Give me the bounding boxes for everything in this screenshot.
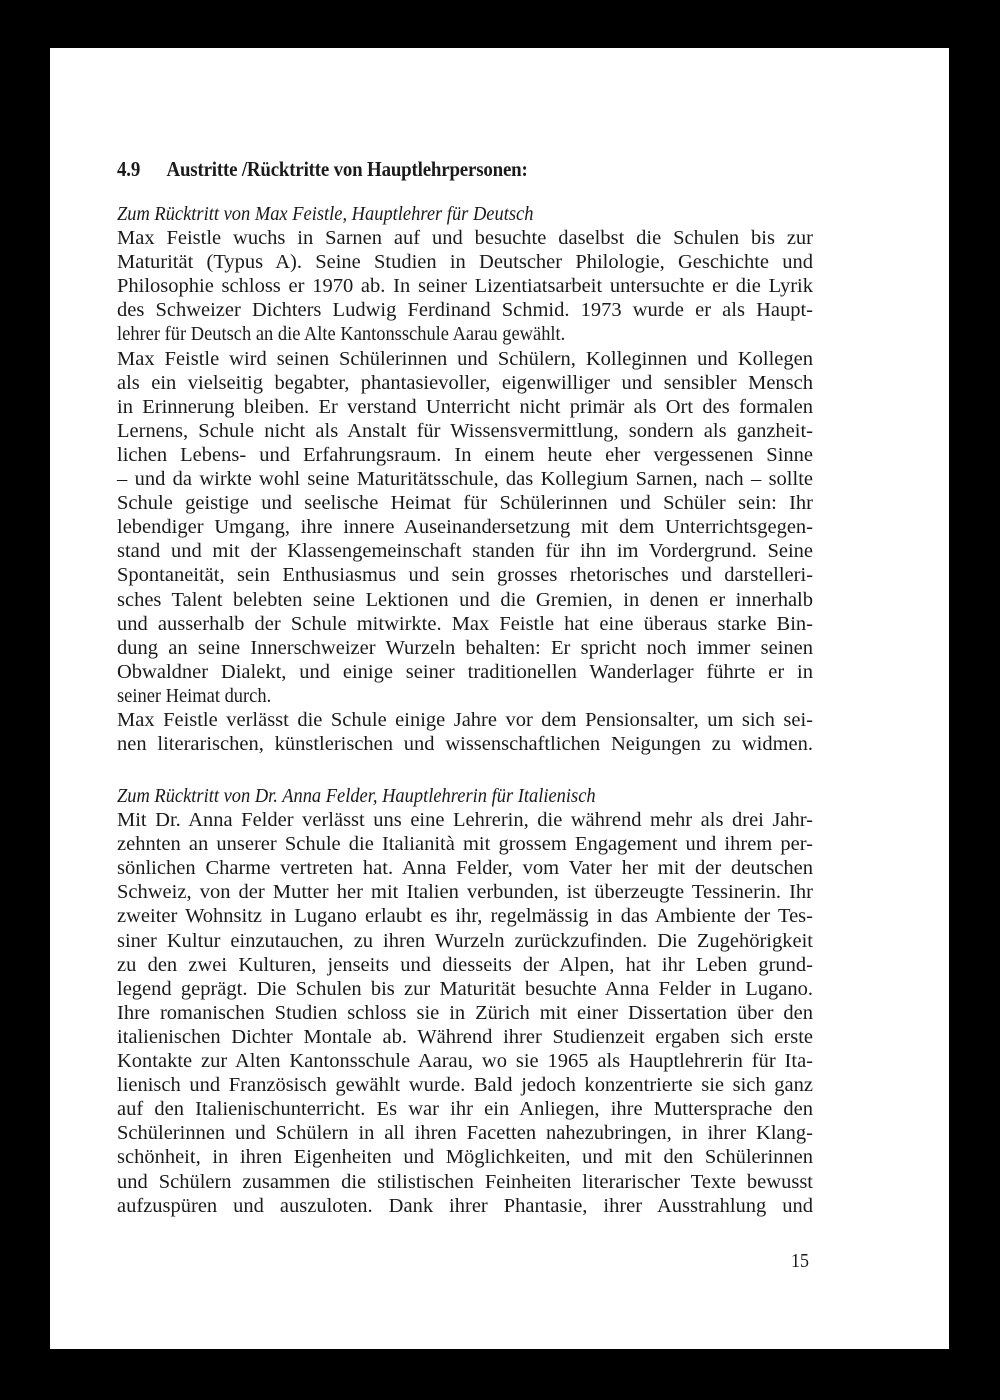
text-line: italienischen Dichter Montale ab. Während ihrer Studienzeit ergaben sich erste bbox=[117, 1025, 813, 1048]
article-anna-felder bbox=[117, 784, 813, 1218]
section-heading bbox=[117, 156, 528, 182]
text-line: in Erinnerung bleiben. Er verstand Unterricht nicht primär als Ort des formalen bbox=[117, 395, 813, 418]
text-line: legend geprägt. Die Schulen bis zur Maturität besuchte Anna Felder in Lugano. bbox=[117, 977, 813, 1000]
text-line: Schweiz, von der Mutter her mit Italien verbunden, ist überzeugte Tessinerin. Ihr bbox=[117, 881, 813, 904]
text-line: Kontakte zur Alten Kantonsschule Aarau, wo sie 1965 als Hauptlehrerin für Ita- bbox=[117, 1050, 813, 1073]
section-number: 4.9 bbox=[117, 157, 141, 181]
text-line: lienisch und Französisch gewählt wurde. Bald jedoch konzentrierte sie sich ganz bbox=[117, 1074, 813, 1097]
text-line: Max Feistle wird seinen Schülerinnen und Schülern, Kolleginnen und Kollegen bbox=[117, 347, 813, 370]
text-line: schönheit, in ihren Eigenheiten und Möglichkeiten, und mit den Schülerinnen bbox=[117, 1146, 813, 1169]
text-line: zu den zwei Kulturen, jenseits und diesseits der Alpen, hat ihr Leben grund- bbox=[117, 953, 813, 976]
text-line: aufzuspüren und auszuloten. Dank ihrer Phantasie, ihrer Ausstrahlung und bbox=[117, 1194, 813, 1217]
text-line: seiner Heimat durch. bbox=[117, 684, 272, 707]
page-number: 15 bbox=[791, 1250, 809, 1272]
text-line: Schülerinnen und Schülern in all ihren Facetten nahezubringen, in ihrer Klang- bbox=[117, 1122, 813, 1145]
text-line: Maturität (Typus A). Seine Studien in Deutscher Philologie, Geschichte und bbox=[117, 251, 813, 274]
text-line: Max Feistle verlässt die Schule einige Jahre vor dem Pensionsalter, um sich sei- bbox=[117, 708, 813, 731]
text-line: Obwaldner Dialekt, und einige seiner traditionellen Wanderlager führte er in bbox=[117, 660, 813, 683]
article-subheading: Zum Rücktritt von Dr. Anna Felder, Hauptlehrerin für Italienisch bbox=[117, 785, 596, 807]
text-line: nen literarischen, künstlerischen und wissenschaftlichen Neigungen zu widmen. bbox=[117, 733, 813, 756]
text-line: des Schweizer Dichters Ludwig Ferdinand Schmid. 1973 wurde er als Haupt- bbox=[117, 299, 813, 322]
text-line: Philosophie schloss er 1970 ab. In seiner Lizentiatsarbeit untersuchte er die Lyrik bbox=[117, 275, 813, 298]
text-line: dung an seine Innerschweizer Wurzeln behalten: Er spricht noch immer seinen bbox=[117, 636, 813, 659]
section-title: Austritte /Rücktritte von Hauptlehrpersonen: bbox=[166, 157, 528, 181]
text-line: stand und mit der Klassengemeinschaft standen für ihn im Vordergrund. Seine bbox=[117, 540, 813, 563]
text-line: Spontaneität, sein Enthusiasmus und sein grosses rhetorisches und darstelleri- bbox=[117, 564, 813, 587]
text-line: sches Talent belebten seine Lektionen und die Gremien, in denen er innerhalb bbox=[117, 588, 813, 611]
text-line: und ausserhalb der Schule mitwirkte. Max Feistle hat eine überaus starke Bin- bbox=[117, 612, 813, 635]
document-page bbox=[50, 48, 949, 1349]
text-line: – und da wirkte wohl seine Maturitätsschule, das Kollegium Sarnen, nach – sollte bbox=[117, 468, 813, 491]
text-line: Schule geistige und seelische Heimat für Schülerinnen und Schüler sein: Ihr bbox=[117, 492, 813, 515]
text-line: Ihre romanischen Studien schloss sie in Zürich mit einer Dissertation über den bbox=[117, 1001, 813, 1024]
text-line: lichen Lebens- und Erfahrungsraum. In einem heute eher vergessenen Sinne bbox=[117, 443, 813, 466]
text-line: Max Feistle wuchs in Sarnen auf und besuchte daselbst die Schulen bis zur bbox=[117, 227, 813, 250]
text-line: lebendiger Umgang, ihre innere Auseinandersetzung mit dem Unterrichtsgegen- bbox=[117, 516, 813, 539]
text-line: Lernens, Schule nicht als Anstalt für Wissensvermittlung, sondern als ganzheit- bbox=[117, 419, 813, 442]
text-line: auf den Italienischunterricht. Es war ihr ein Anliegen, ihre Muttersprache den bbox=[117, 1098, 813, 1121]
text-line: siner Kultur einzutauchen, zu ihren Wurzeln zurückzufinden. Die Zugehörigkeit bbox=[117, 929, 813, 952]
text-line: und Schülern zusammen die stilistischen Feinheiten literarischer Texte bewusst bbox=[117, 1170, 813, 1193]
text-line: lehrer für Deutsch an die Alte Kantonsschule Aarau gewählt. bbox=[117, 323, 566, 346]
text-line: Mit Dr. Anna Felder verlässt uns eine Lehrerin, die während mehr als drei Jahr- bbox=[117, 809, 813, 832]
text-line: als ein vielseitig begabter, phantasievoller, eigenwilliger und sensibler Mensch bbox=[117, 371, 813, 394]
text-line: sönlichen Charme vertreten hat. Anna Felder, vom Vater her mit der deutschen bbox=[117, 857, 813, 880]
text-line: zweiter Wohnsitz in Lugano erlaubt es ihr, regelmässig in das Ambiente der Tes- bbox=[117, 905, 813, 928]
text-line: zehnten an unserer Schule die Italianità mit grossem Engagement und ihrem per- bbox=[117, 833, 813, 856]
article-subheading: Zum Rücktritt von Max Feistle, Hauptlehrer für Deutsch bbox=[117, 203, 534, 225]
article-max-feistle bbox=[117, 202, 813, 756]
